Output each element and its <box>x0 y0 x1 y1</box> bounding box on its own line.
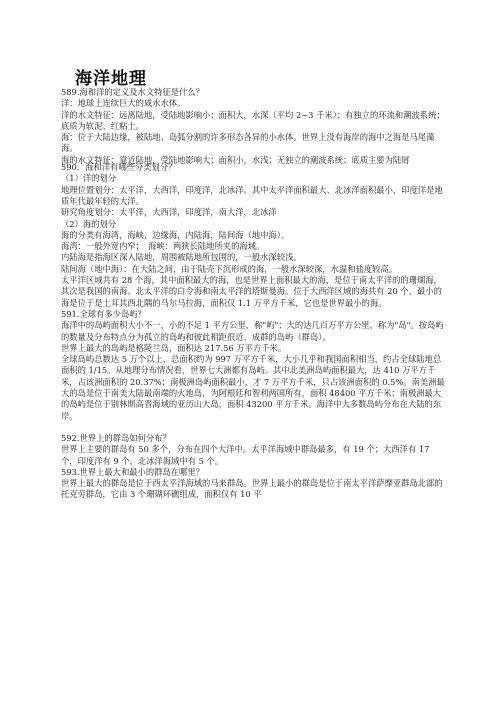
paragraph: 海洋中的岛屿面积大小不一，小的不足 1 平方公里，称"屿"；大的达几百万平方公里，称为"岛"。按岛屿的数量及分布特点分为孤立的岛屿和彼此相距很近、成群的岛屿（群岛）。 <box>61 320 444 342</box>
paragraph: 内陆海是指海区深入陆地，周围被陆地所包围的，一般水深较浅。 <box>61 252 302 263</box>
page-title: 海洋地理 <box>75 69 147 89</box>
paragraph: 地理位置划分：太平洋，大西洋，印度洋，北冰洋。其中太平洋面积最大、北冰洋面积最小，印度洋是地质年代最年轻的大洋。 <box>61 184 443 206</box>
question-592-heading: 592.世界上的群岛如何分布？ <box>61 432 171 443</box>
paragraph: 世界上主要的群岛有 50 多个，分布在四个大洋中。太平洋海域中群岛最多，有 19 个；大西洋有 17 个，印度洋有 9 个，北冰洋海域中有 5 个。 <box>61 444 430 466</box>
paragraph: 全球岛屿总数达 5 万个以上，总面积约为 997 万平方千米，大小几乎和我国面积相当，约占全球陆地总面积的 1/15。从地理分布情况看，世界七大洲都有岛屿。其中北美洲岛屿面积最大，达 410 万平方千米，占该洲面积的 20.37%；南极洲岛屿面积最小，才 7 万平方千米，只占该洲面积的 0.5%。南美洲最大的岛是位于南美大陆最南端的火地岛，为阿根廷和智利两国所有，面积 48400 平方千米；南极洲最大的岛屿是位于别林斯高晋海域的亚历山大岛，面积 43200 平方千米。海洋中大多数岛屿分布在大陆的东岸。 <box>61 354 445 421</box>
paragraph: 海湾：一般外宽内窄； 海峡：两狭长陆地所夹的海域。 <box>61 241 265 252</box>
paragraph: 太平洋区域共有 28 个海，其中面积最大的海，也是世界上面积最大的海，是位于南太平洋的的珊瑚海，其次是我国的南海、北太平洋的白令海和南太平洋的塔斯曼海。位于大西洋区域的海共有 20 个，最小的海是位于是土耳其西北隅的马尔马拉海，面积仅 1.1 万平方千米，它也是世界最小的海。 <box>61 275 442 308</box>
question-590-heading: 590．海和洋有哪些分类划分？ <box>61 162 177 173</box>
question-589-heading: 589.海和洋的定义及水文特征是什么？ <box>61 87 204 97</box>
paragraph: 研究角度划分：太平洋，大西洋，印度洋，南大洋，北冰洋 <box>61 207 277 218</box>
document-body <box>61 87 445 501</box>
paragraph: （2）海的划分 <box>61 218 117 229</box>
paragraph: 海的分类有海湾，海峡，边缘海，内陆海，陆间海（地中海）。 <box>61 229 290 240</box>
paragraph: 洋的水文特征：远离陆地，受陆地影响小；面积大，水深（平均 2~3 千米）；有独立的环流和潮波系统；底质为软泥、红粘土。 <box>61 109 445 131</box>
paragraph: 世界上最大的岛屿是格陵兰岛，面积达 217.56 万平方千米。 <box>61 342 287 353</box>
paragraph: 世界上最大的群岛是位于西太平洋海域的马来群岛。世界上最小的群岛是位于南太平洋萨摩亚群岛北部的托克劳群岛，它由 3 个珊瑚环礁组成，面积仅有 10 平 <box>61 478 443 500</box>
paragraph: 陆间海（地中海）：在大陆之间，由于陆壳下沉形成的海，一般水深较深，水温和盐度较高。 <box>61 263 398 274</box>
paragraph: 洋：地球上连续巨大的咸水水体。 <box>61 98 186 109</box>
question-593-heading: 593.世界上最大和最小的群岛在哪里？ <box>61 466 204 477</box>
paragraph-gap <box>61 422 445 433</box>
paragraph: 海：位于大陆边缘，被陆地、岛弧分割的许多形态各异的小水体。世界上没有海岸的海中之海是马尾藻海。 <box>61 132 435 154</box>
paragraph: （1）洋的划分 <box>61 173 117 184</box>
paragraph: 海的水文特征：靠近陆地，受陆地影响大；面积小，水浅；无独立的潮波系统；底质主要为陆屑 <box>61 154 410 165</box>
question-591-heading: 591.全球有多少岛屿？ <box>61 308 146 319</box>
